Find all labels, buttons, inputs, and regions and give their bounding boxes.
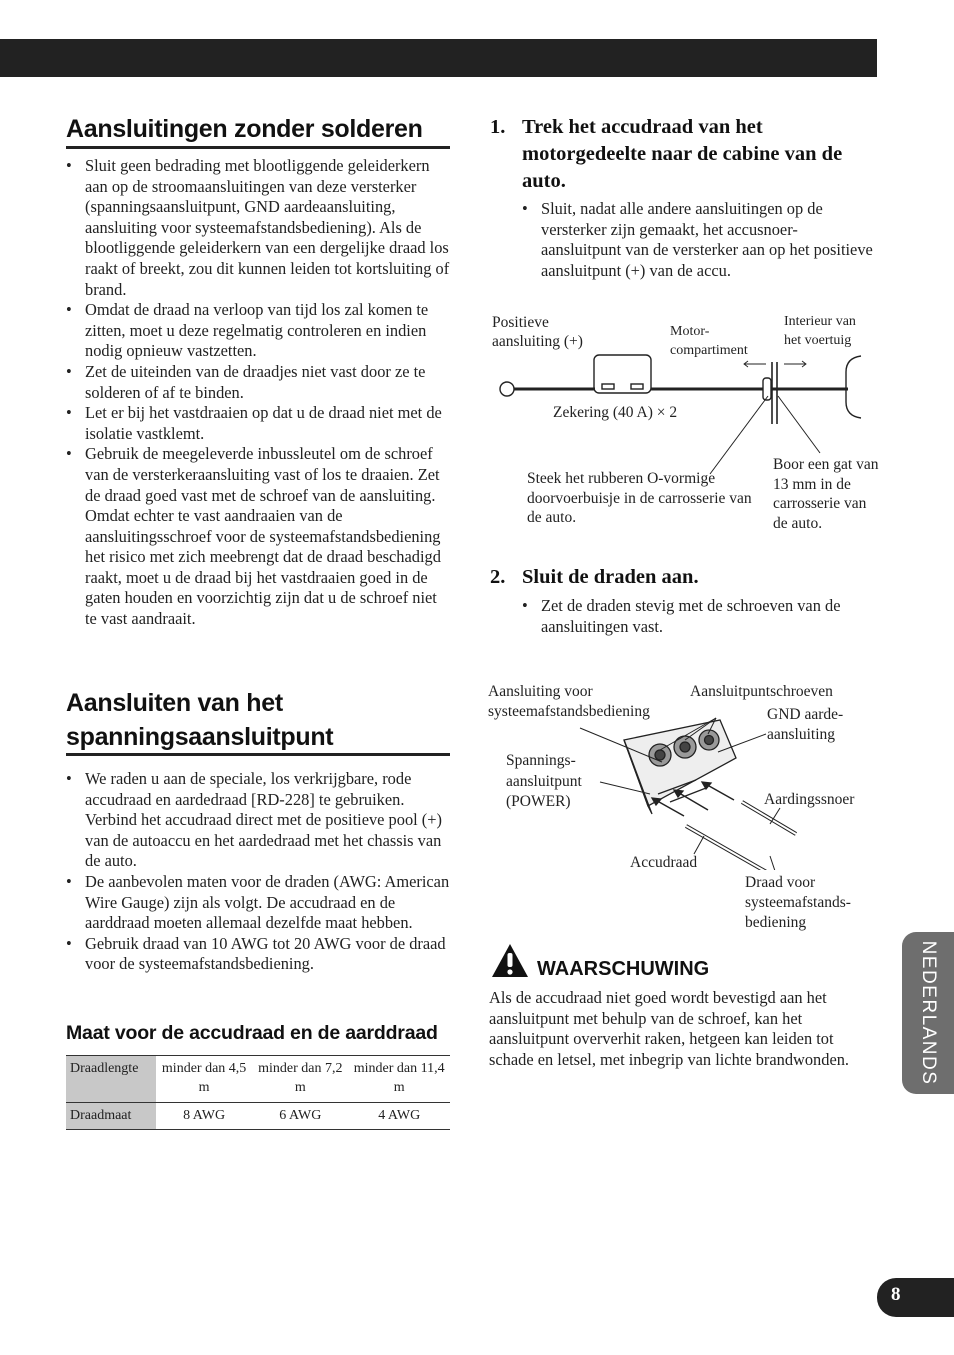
- list-item: • De aanbevolen maten voor de draden (AWG: American Wire Gauge) zijn als volgt. De accudraad en de aarddraad moeten allemaal dezelfde maat hebben.: [66, 872, 452, 934]
- step-2-bullets: [522, 596, 877, 637]
- page-number-tab: [877, 1278, 954, 1317]
- list-item: • Gebruik de meegeleverde inbussleutel om de schroef van de versterkeraansluiting vast of los te draaien. Zet de draad goed vast met de schroef van de aansluiting. Omdat echter te vast aandraaien van de aansluitingsschroef voor de systeemafstandsbediening het risico met zich meebrengt dat de draad beschadigd raakt, moet u de draad bij het vastdraaien goed in de gaten houden en voorzichtig zijn dat u de schroef niet te vast aandraait.: [66, 444, 452, 629]
- label-power-line2: aansluitpunt: [506, 773, 582, 790]
- list-item: • Sluit geen bedrading met blootliggende geleiderkern aan op de stroomaansluitingen van deze versterker (spanningsaansluitpunt, GND aardeaansluiting, aansluiting voor systeemafstandsbediening). Als de blootliggende geleiderkern van een dergelijke draad los raakt of breekt, zou dit kunnen leiden tot kortsluiting of brand.: [66, 156, 452, 300]
- label-positive-line2: aansluiting (+): [492, 333, 583, 350]
- power-bullets: [66, 769, 452, 975]
- ring-terminal-icon: [500, 382, 514, 396]
- label-gnd-line1: GND aarde-: [767, 706, 844, 723]
- label-power-line1: Spannings-: [506, 752, 576, 769]
- terminal-screw-icon: [705, 736, 714, 745]
- step-title: Sluit de draden aan.: [522, 566, 699, 588]
- table-row: [66, 1056, 450, 1103]
- page-number: 8: [891, 1284, 901, 1305]
- label-drill-hole: Boor een gat van 13 mm in de carrosserie van de auto.: [773, 456, 879, 532]
- leader-line: [778, 396, 820, 453]
- label-motor-line1: Motor-: [670, 324, 710, 339]
- label-remote-wire-line2: systeemafstands-: [745, 894, 851, 911]
- table-cell: Draadmaat: [66, 1103, 156, 1130]
- arrow-head: [652, 798, 661, 805]
- terminal-screw-icon: [655, 750, 665, 760]
- leader-line: [710, 396, 768, 474]
- list-item: • Zet de uiteinden van de draadjes niet vast door ze te solderen of af te binden.: [66, 362, 452, 403]
- label-remote-wire-line1: Draad voor: [745, 874, 816, 891]
- table-row: [66, 1103, 450, 1130]
- header-bar: [0, 39, 877, 77]
- label-battery-wire: Accudraad: [630, 854, 698, 871]
- list-item: • Zet de draden stevig met de schroeven van de aansluitingen vast.: [522, 596, 877, 637]
- table-cell: minder dan 7,2 m: [252, 1056, 348, 1103]
- label-interior-line1: Interieur van: [784, 314, 856, 329]
- warning-icon: [490, 942, 530, 980]
- terminal-screw-icon: [680, 742, 690, 752]
- no-solder-bullets: [66, 156, 452, 630]
- table-cell: 4 AWG: [348, 1103, 450, 1130]
- warning-title: WAARSCHUWING: [537, 958, 710, 980]
- language-tab-label: NEDERLANDS: [918, 940, 939, 1086]
- label-motor-line2: compartiment: [670, 343, 748, 358]
- list-item: • Sluit, nadat alle andere aansluitingen op de versterker zijn gemaakt, het accusnoer-aansluitpunt van de versterker aan op het positieve aansluitpunt (+) van de accu.: [522, 199, 877, 281]
- fuse-icon: [631, 384, 643, 389]
- step-1: [490, 114, 870, 195]
- label-ground-wire: Aardingssnoer: [764, 791, 855, 808]
- table-cell: Draadlengte: [66, 1056, 156, 1103]
- label-remote-terminal-line1: Aansluiting voor: [488, 683, 593, 700]
- table-cell: minder dan 4,5 m: [156, 1056, 252, 1103]
- list-item: • Gebruik draad van 10 AWG tot 20 AWG voor de draad voor de systeemafstandsbediening.: [66, 934, 452, 975]
- list-item: • Omdat de draad na verloop van tijd los zal komen te zitten, moet u deze regelmatig controleren en indien nodig opnieuw vastzetten.: [66, 300, 452, 362]
- section-title-no-solder: Aansluitingen zonder solderen: [66, 115, 423, 143]
- leader-line: [770, 856, 776, 870]
- arrow-head: [702, 782, 711, 789]
- step-number: 1.: [490, 116, 506, 138]
- warning-text: Als de accudraad niet goed wordt bevestigd aan het aansluitpunt met behulp van de schroef, kan het aansluitpunt oververhit raken, hetgeen kan leiden tot schade en letsel, met inbegrip van lichte brandwonden.: [489, 988, 850, 1069]
- label-fuse: Zekering (40 A) × 2: [553, 404, 678, 421]
- label-remote-wire-line3: bediening: [745, 914, 807, 931]
- section-title-power-line1: Aansluiten van het: [66, 689, 283, 717]
- step-number: 2.: [490, 566, 506, 588]
- section-rule: [66, 753, 450, 756]
- step-title: Trek het accudraad van het motorgedeelte naar de cabine van de auto.: [522, 116, 843, 192]
- list-item: • We raden u aan de speciale, los verkrijgbare, rode accudraad en aardedraad [RD-228] te gebruiken. Verbind het accudraad direct met de positieve pool (+) van de autoaccu en het aardedraad met het chassis van de auto.: [66, 769, 452, 872]
- list-item: • Let er bij het vastdraaien op dat u de draad niet met de isolatie vastklemt.: [66, 403, 452, 444]
- label-terminal-screws: Aansluitpuntschroeven: [690, 683, 833, 700]
- wire-size-table: [66, 1055, 450, 1130]
- label-interior-line2: het voertuig: [784, 333, 852, 348]
- fuse-icon: [602, 384, 614, 389]
- label-power-line3: (POWER): [506, 793, 571, 810]
- label-remote-terminal-line2: systeemafstandsbediening: [488, 703, 650, 720]
- section-rule: [66, 146, 450, 149]
- label-positive-line1: Positieve: [492, 314, 549, 331]
- step-2: [490, 564, 870, 591]
- label-grommet: Steek het rubberen O-vormige doorvoerbuisje in de carrosserie van de auto.: [527, 470, 752, 526]
- step-1-bullets: [522, 199, 877, 281]
- table-heading: Maat voor de accudraad en de aarddraad: [66, 1022, 438, 1044]
- table-cell: minder dan 11,4 m: [348, 1056, 450, 1103]
- arrow-head: [674, 790, 683, 797]
- label-gnd-line2: aansluiting: [767, 726, 836, 743]
- leader-line: [694, 836, 704, 854]
- section-title-power-line2: spanningsaansluitpunt: [66, 723, 334, 751]
- table-cell: 8 AWG: [156, 1103, 252, 1130]
- table-cell: 6 AWG: [252, 1103, 348, 1130]
- amplifier-end-icon: [846, 356, 861, 418]
- language-tab: [902, 932, 954, 1094]
